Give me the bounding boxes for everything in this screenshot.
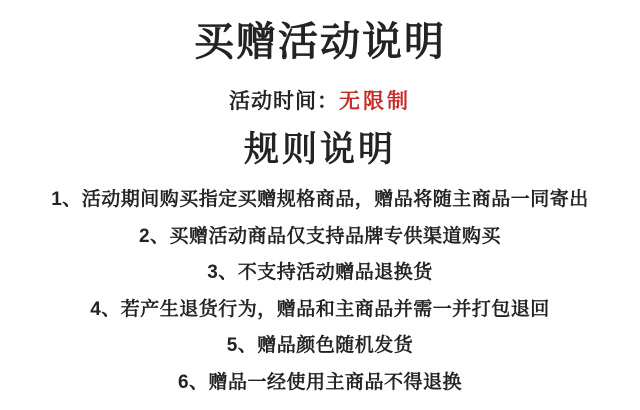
rules-heading: 规则说明 (243, 130, 396, 169)
page-title: 买赠活动说明 (194, 20, 446, 64)
rule-item-3: 3、不支持活动赠品退换货 (207, 262, 433, 283)
activity-time-line (0, 90, 640, 114)
rule-item-5: 5、赠品颜色随机发货 (226, 335, 414, 356)
rule-item-6: 6、赠品一经使用主商品不得退换 (177, 371, 463, 393)
rule-item-2: 2、买赠活动商品仅支持品牌专供渠道购买 (138, 225, 502, 247)
rule-item-4: 4、若产生退货行为，赠品和主商品并需一并打包退回 (90, 298, 550, 320)
rule-item-1: 1、活动期间购买指定买赠规格商品，赠品将随主商品一同寄出 (51, 189, 589, 210)
rules-list (0, 182, 640, 401)
activity-time-label: 活动时间： (229, 90, 339, 113)
activity-time-value: 无限制 (339, 90, 411, 113)
